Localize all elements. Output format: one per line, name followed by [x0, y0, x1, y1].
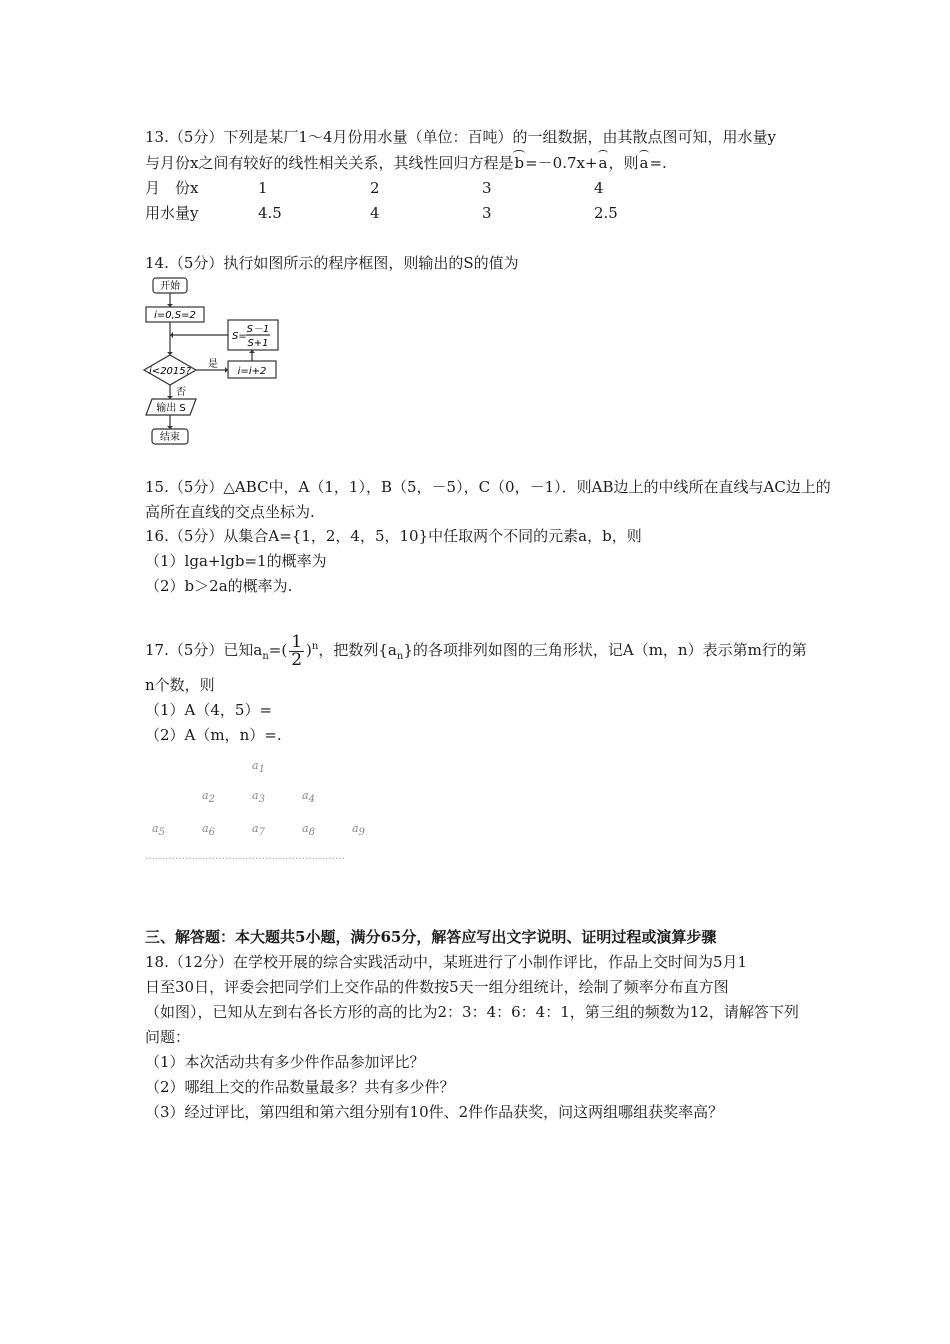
q18-sub3: （3）经过评比，第四组和第六组分别有10件、2件作品获奖，问这两组哪组获奖率高？ [145, 1103, 724, 1121]
triangle-term: $a_6$ [202, 822, 215, 839]
flow-output-label: 输出 S [156, 403, 186, 414]
q18-sub1: （1）本次活动共有多少件作品参加评比？ [145, 1053, 425, 1071]
q18-line1: 18.（12分）在学校开展的综合实践活动中，某班进行了小制作评比，作品上交时间为5月1 [145, 953, 748, 971]
q17-eq: =( [268, 641, 288, 659]
q13-end: =. [649, 154, 667, 172]
q17-pre: 17.（5分）已知a [145, 641, 263, 659]
q17-post: ) [306, 641, 312, 659]
q18-sub2: （2）哪组上交的作品数量最多？共有多少件？ [145, 1078, 455, 1096]
frac-denominator: 2 [291, 649, 303, 670]
q17-line2: n个数，则 [145, 676, 215, 694]
flow-assign-num: S－1 [246, 324, 270, 335]
q17-rest2: }的各项排列如图的三角形状，记A（m，n）表示第m行的第 [403, 641, 807, 659]
table-cell: 4.5 [258, 204, 282, 222]
term-index: 9 [358, 827, 365, 839]
table-row1-label: 月 份x [145, 179, 199, 197]
triangle-term: $a_1$ [252, 759, 265, 776]
triangle-term: $a_8$ [302, 822, 315, 839]
frac-numerator: 1 [291, 631, 303, 652]
table-cell: 2 [370, 179, 380, 197]
term-index: 1 [258, 764, 265, 776]
flowchart [140, 275, 290, 447]
term-index: 7 [258, 827, 265, 839]
flow-condition-label: i<2015? [149, 366, 191, 377]
triangle-term: $a_7$ [252, 822, 265, 839]
flow-yes-label: 是 [208, 359, 218, 370]
triangle-term: $a_2$ [202, 789, 215, 806]
triangle-term: $a_5$ [152, 822, 165, 839]
triangle-term: $a_9$ [352, 822, 365, 839]
q16-line3: （2）b＞2a的概率为. [145, 577, 293, 595]
table-cell: 4 [594, 179, 604, 197]
q16-line1: 16.（5分）从集合A={1，2，4，5，10}中任取两个不同的元素a，b，则 [145, 527, 642, 545]
term-index: 3 [258, 794, 265, 806]
q17-sup: n [311, 641, 319, 652]
term-index: 5 [158, 827, 165, 839]
flow-end-label: 结束 [160, 432, 180, 443]
b-hat: b [514, 154, 525, 172]
q17-rest-sub: n [396, 651, 404, 662]
q13-line2-text: 与月份x之间有较好的线性相关关系，其线性回归方程是 [145, 154, 514, 172]
q13-line2 [145, 153, 667, 173]
flow-no-label: 否 [176, 387, 186, 398]
flow-incr-label: i=i+2 [237, 366, 267, 377]
q18-line4: 问题： [145, 1028, 191, 1046]
table-cell: 2.5 [594, 204, 618, 222]
table-row2-label: 用水量y [145, 204, 199, 222]
q18-line2: 日至30日，评委会把同学们上交作品的件数按5天一组分组统计，绘制了频率分布直方图 [145, 978, 729, 996]
q17-line1 [145, 630, 807, 674]
q13-equation: =－0.7x+ [525, 154, 598, 172]
q17-line4: （2）A（m，n）=. [145, 726, 282, 744]
q17-rest: ，把数列{a [318, 641, 397, 659]
term-index: 8 [308, 827, 315, 839]
q13-line1: 13.（5分）下列是某厂1～4月份用水量（单位：百吨）的一组数据，由其散点图可知，用水量y [145, 128, 776, 146]
q18-line3: （如图），已知从左到右各长方形的高的比为2：3：4：6：4：1，第三组的频数为12，请解答下列 [145, 1003, 799, 1021]
flow-assign-s: S= [232, 331, 247, 342]
term-index: 6 [208, 827, 215, 839]
q16-line2: （1）lga+lgb=1的概率为 [145, 552, 327, 570]
q17-line3: （1）A（4，5）= [145, 701, 273, 719]
triangle-term: $a_4$ [302, 789, 315, 806]
flow-init-label: i=0,S=2 [154, 310, 196, 321]
table-cell: 4 [370, 204, 380, 222]
a-hat-answer: a [639, 154, 649, 172]
section3-heading: 三、解答题：本大题共5小题，满分65分，解答应写出文字说明、证明过程或演算步骤 [145, 928, 717, 946]
flow-start-label: 开始 [160, 281, 180, 292]
q13-then: ，则 [608, 154, 639, 172]
term-index: 4 [308, 794, 315, 806]
table-cell: 3 [482, 204, 492, 222]
flow-assign-den: S+1 [247, 338, 269, 349]
q15-line1: 15.（5分）△ABC中，A（1，1），B（5，－5），C（0，－1）．则AB边上的中线所在直线与AC边上的 [145, 478, 831, 496]
fraction-half [289, 631, 304, 670]
q14-text: 14.（5分）执行如图所示的程序框图，则输出的S的值为 [145, 254, 519, 272]
table-cell: 3 [482, 179, 492, 197]
triangle-term: $a_3$ [252, 789, 265, 806]
q15-line2: 高所在直线的交点坐标为. [145, 503, 315, 521]
term-index: 2 [208, 794, 215, 806]
q17-sub: n [262, 651, 269, 662]
table-cell: 1 [258, 179, 268, 197]
a-hat: a [598, 154, 608, 172]
triangle-dots: …………………………………………………… [145, 851, 345, 862]
